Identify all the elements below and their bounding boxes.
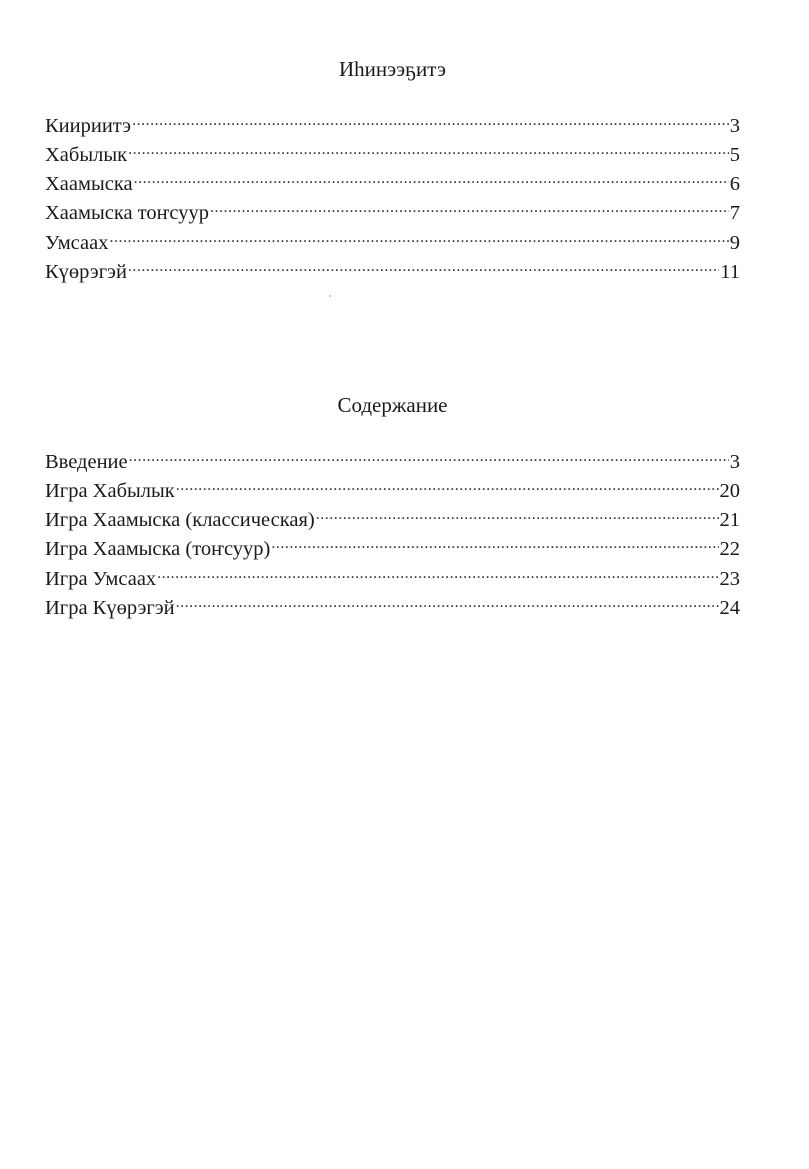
toc-entry[interactable] (45, 564, 740, 593)
toc-entry-label: Игра Күөрэгэй (45, 596, 175, 619)
toc-entry-page: 7 (729, 202, 740, 225)
toc-entry[interactable] (45, 535, 740, 564)
toc-entry-label: Введение (45, 450, 128, 473)
scan-speck (329, 295, 331, 297)
dot-leader (271, 535, 718, 556)
toc-entry[interactable] (45, 257, 740, 286)
toc-entry-page: 22 (719, 538, 740, 561)
dot-leader (132, 111, 729, 132)
toc-entry-page: 5 (729, 143, 740, 166)
dot-leader (316, 506, 719, 527)
toc-entry-page: 23 (719, 567, 740, 590)
toc-entry-label: Умсаах (45, 231, 109, 254)
dot-leader (128, 140, 729, 161)
dot-leader (134, 170, 729, 191)
toc-entry-page: 3 (729, 114, 740, 137)
dot-leader (129, 447, 729, 468)
toc-entry[interactable] (45, 170, 740, 199)
sakha-table-of-contents (45, 55, 740, 287)
toc-title: Содержание (337, 393, 448, 417)
toc-entry-page: 9 (729, 231, 740, 254)
toc-entry-page: 21 (719, 509, 740, 532)
toc-entry-label: Хаамыска тоҥсуур (45, 202, 210, 225)
toc-entry-page: 6 (729, 173, 740, 196)
dot-leader (128, 257, 719, 278)
toc-entry-label: Хабылык (45, 143, 128, 166)
toc-entry[interactable] (45, 111, 740, 140)
toc-entry-page: 24 (719, 596, 740, 619)
toc-entry-label: Игра Хаамыска (классическая) (45, 509, 315, 532)
toc-entry[interactable] (45, 228, 740, 257)
dot-leader (176, 476, 719, 497)
toc-entry-label: Хаамыска (45, 173, 133, 196)
toc-entry[interactable] (45, 199, 740, 228)
toc-entry[interactable] (45, 476, 740, 505)
toc-entry-label: Күөрэгэй (45, 260, 127, 283)
toc-entry-page: 11 (720, 260, 740, 283)
dot-leader (176, 593, 719, 614)
dot-leader (109, 228, 728, 249)
toc-entry-label: Игра Хабылык (45, 479, 175, 502)
russian-table-of-contents (45, 391, 740, 623)
toc-entry-page: 20 (719, 479, 740, 502)
toc-entry-page: 3 (729, 450, 740, 473)
toc-list (45, 447, 740, 623)
toc-entry[interactable] (45, 447, 740, 476)
dot-leader (210, 199, 729, 220)
toc-entry[interactable] (45, 506, 740, 535)
toc-entry[interactable] (45, 140, 740, 169)
toc-title: Иhинээҕитэ (339, 57, 446, 81)
dot-leader (157, 564, 718, 585)
toc-list (45, 111, 740, 287)
toc-entry-label: Игра Умсаах (45, 567, 157, 590)
toc-entry[interactable] (45, 593, 740, 622)
toc-entry-label: Киириитэ (45, 114, 132, 137)
toc-entry-label: Игра Хаамыска (тоҥсуур) (45, 538, 271, 561)
